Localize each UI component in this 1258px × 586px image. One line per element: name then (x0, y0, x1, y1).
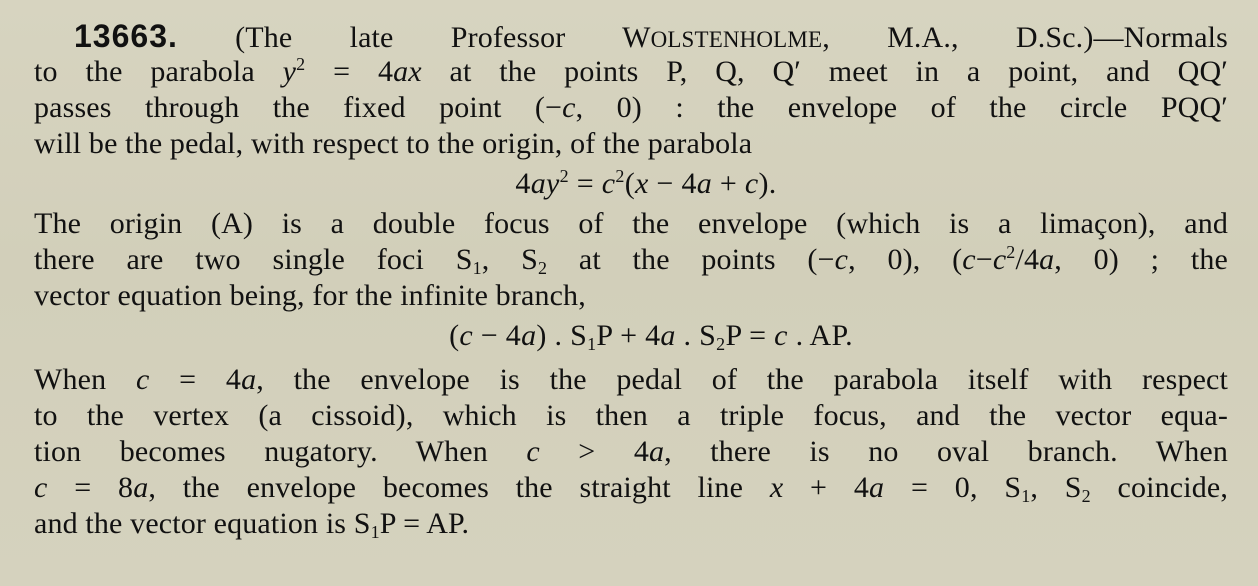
author-close: , M.A., D.Sc.)—Normals (822, 21, 1228, 54)
equation-vector: (c − 4a) . $S_1P + 4a$ . $S_2P = c$ . AP. (449, 319, 853, 354)
author-name: WOLSTENHOLME (622, 21, 823, 54)
text-line-11: to the vertex (a cissoid), which is then a triple focus, and the vector equa- (34, 399, 1228, 432)
text-line-14: and the vector equation is $S_1P$ = AP. (34, 507, 470, 542)
equation-parabola: $4ay^2 = c^2(x - 4a + c)$. (515, 166, 777, 200)
author-open: (The late Professor (235, 21, 566, 54)
text-line-4: will be the pedal, with respect to the origin, of the parabola (34, 127, 753, 160)
text-line-13: c = 8a, the envelope becomes the straight line x + 4a = 0, $S_1$, $S_2$ coincide, (34, 471, 1228, 506)
problem-13663 (34, 18, 1228, 542)
text-line-6: The origin (A) is a double focus of the envelope (which is a limaçon), and (34, 207, 1228, 240)
text-line-2: to the parabola $y^2 = 4ax$ at the points P, Q, Q′ meet in a point, and QQ′ (34, 54, 1228, 88)
problem-header-line (34, 18, 1228, 54)
text-line-8: vector equation being, for the infinite branch, (34, 279, 586, 312)
text-line-12: tion becomes nugatory. When c > 4a, there is no oval branch. When (34, 435, 1228, 468)
text-line-3: passes through the fixed point (−c, 0) : the envelope of the circle PQQ′ (34, 91, 1228, 124)
text-line-7: there are two single foci $S_1$, $S_2$ at the points (−c, 0), ($c-c^2/4a$, 0) ; the (34, 242, 1228, 278)
problem-number: 13663. (74, 18, 178, 54)
text-line-10: When c = 4a, the envelope is the pedal of the parabola itself with respect (34, 363, 1229, 396)
